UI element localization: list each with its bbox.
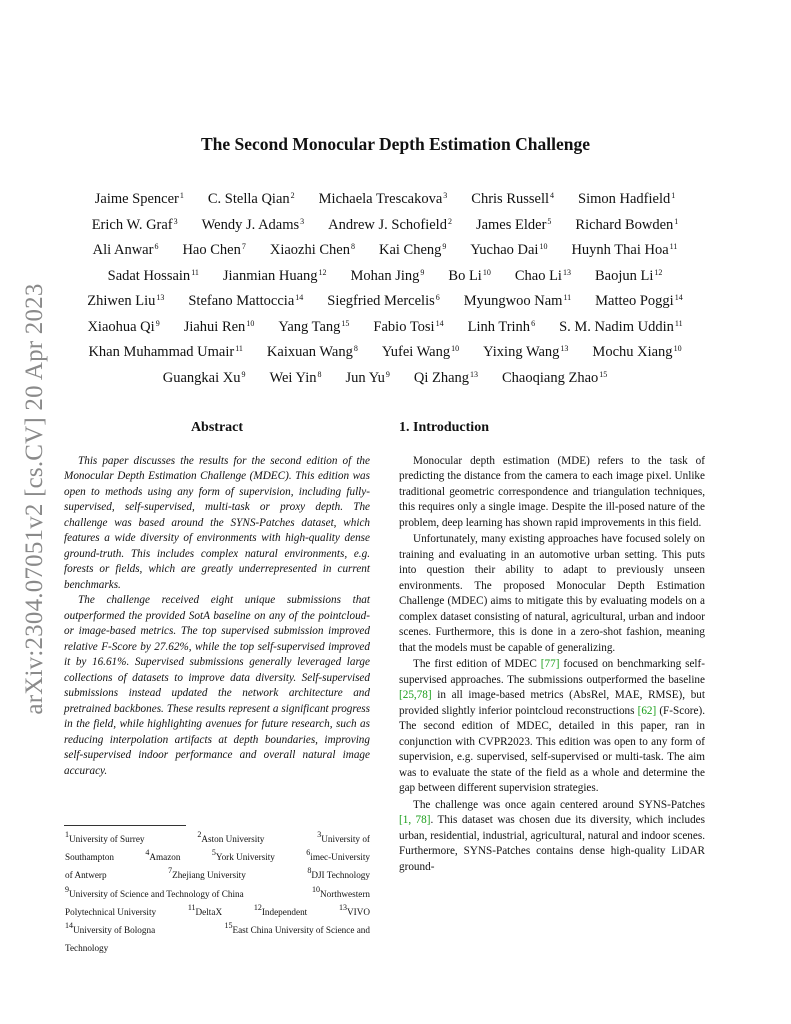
affiliation-name: Southampton — [65, 852, 115, 863]
author-name-text: Sadat Hossain — [107, 267, 191, 284]
author-name — [571, 234, 677, 260]
affiliation-marker: 11 — [191, 267, 199, 277]
author-name — [319, 183, 448, 209]
affiliation-entry — [64, 901, 156, 919]
affiliation-name: of Antwerp — [65, 870, 107, 881]
author-name-text: Erich W. Graf — [91, 216, 173, 233]
affiliation-name: Amazon — [149, 852, 181, 863]
citation-link[interactable]: [62] — [637, 704, 657, 717]
affiliation-entry — [64, 828, 145, 846]
affiliation-name: East China University of Science and — [232, 925, 370, 936]
author-name-text: Yixing Wang — [483, 344, 560, 360]
author-name — [476, 209, 551, 235]
affiliation-name: Northwestern — [319, 888, 370, 899]
affiliation-marker: 1 — [179, 191, 184, 200]
author-name-text: Mochu Xiang — [592, 344, 673, 360]
intro-paragraph-4 — [399, 798, 705, 876]
author-name — [414, 362, 478, 388]
author-name-text: Xiaohua Qi — [87, 318, 155, 335]
author-name-text: Wendy J. Adams — [201, 216, 300, 233]
text-span: The challenge was once again centered around SYNS-Patches — [413, 798, 705, 811]
author-name — [87, 311, 159, 337]
affiliation-marker: 14 — [674, 293, 683, 302]
affiliation-row — [64, 919, 370, 937]
intro-paragraph-2: Unfortunately, many existing approaches have focused solely on training and evaluating in an automotive urban setting. This puts into question their ability to adapt to previously unseen environments. The proposed Monocular Depth Estimation Challenge (MDEC) aims to mitigate this by evaluating models on a complex dataset consisting of natural, agricultural, urban and indoor scenes. Furthermore, this is done in a zero-shot fashion, meaning that the models must be capable of generalizing. — [399, 533, 705, 654]
author-row — [60, 362, 710, 388]
affiliation-entry — [223, 919, 370, 937]
affiliation-marker: 13 — [560, 344, 569, 353]
author-name-text: Siegfried Mercelis — [327, 293, 435, 309]
author-name-text: Fabio Tosi — [373, 318, 435, 335]
author-name — [184, 311, 255, 337]
affiliation-number: 14 — [65, 921, 73, 931]
affiliation-marker: 9 — [442, 242, 447, 251]
author-name-text: Jiahui Ren — [183, 318, 246, 335]
author-name — [327, 285, 440, 311]
author-name-text: Kai Cheng — [378, 242, 442, 258]
affiliation-number: 12 — [253, 902, 262, 912]
affiliation-marker: 3 — [173, 216, 178, 226]
author-name-text: Jun Yu — [345, 369, 385, 386]
affiliation-name: Aston University — [201, 834, 265, 844]
author-name — [468, 311, 535, 337]
affiliation-marker: 13 — [470, 369, 479, 379]
author-name — [595, 260, 662, 286]
intro-paragraph-3 — [399, 657, 705, 797]
affiliation-marker: 14 — [295, 293, 304, 302]
affiliation-marker: 6 — [435, 293, 440, 302]
author-name — [278, 311, 349, 337]
author-name — [223, 260, 327, 286]
affiliation-entry — [64, 937, 108, 955]
author-name — [202, 209, 305, 235]
author-name-text: Yang Tang — [278, 318, 341, 335]
author-name — [269, 362, 321, 388]
affiliation-entry — [64, 919, 155, 937]
author-name-text: Jianmian Huang — [222, 267, 318, 284]
affiliation-number: 6 — [306, 848, 311, 858]
author-name — [595, 285, 683, 311]
affiliation-marker: 9 — [155, 318, 160, 328]
author-name-text: Chaoqiang Zhao — [502, 369, 599, 386]
affiliation-entry — [64, 883, 244, 901]
author-list — [60, 183, 710, 387]
author-name — [93, 234, 159, 260]
affiliation-marker: 8 — [353, 344, 358, 353]
affiliation-marker: 15 — [341, 318, 350, 328]
affiliation-name: University of — [321, 834, 370, 844]
author-name — [373, 311, 443, 337]
author-name-text: Matteo Poggi — [595, 293, 674, 309]
author-name-text: Baojun Li — [594, 267, 654, 284]
author-name-text: Xiaozhi Chen — [269, 242, 350, 258]
affiliation-entry — [305, 846, 370, 864]
arxiv-stamp — [22, 270, 48, 728]
affiliation-name: Independent — [261, 906, 308, 917]
author-name — [448, 260, 490, 286]
author-name — [471, 183, 554, 209]
introduction-section — [399, 420, 705, 876]
author-name-text: C. Stella Qian — [207, 191, 290, 207]
author-name — [502, 362, 607, 388]
abstract-section — [64, 420, 370, 779]
abstract-paragraph-2: The challenge received eight unique submissions that outperformed the provided SotA baseline on any of the pointcloud- or image-based metrics. The top supervised submission improved relative F-Score by 27.62%, while the top self-supervised improved it by 16.61%. Supervised submissions generally leveraged large collections of datasets to improve data diversity. Self-supervised submissions instead updated the network architecture and pretrained backbones. These results represent a significant progress in the field, while highlighting avenues for future research, such as reducing interpolation artifacts at depth boundaries, improving self-supervised indoor performance and overall natural image accuracy. — [64, 594, 370, 777]
affiliation-marker: 9 — [241, 369, 246, 379]
author-name — [87, 285, 164, 311]
affiliation-number: 15 — [224, 921, 233, 931]
affiliation-name: Polytechnical University — [65, 906, 157, 917]
affiliation-name: Zhejiang University — [172, 870, 246, 881]
author-name — [92, 209, 178, 235]
affiliation-name: University of Science and Technology of China — [69, 888, 244, 899]
affiliation-number: 9 — [65, 884, 69, 894]
author-name — [464, 285, 571, 311]
affiliation-marker: 3 — [300, 216, 305, 226]
affiliation-marker: 11 — [669, 242, 678, 251]
author-name-text: Zhiwen Liu — [87, 293, 156, 309]
intro-paragraph-1: Monocular depth estimation (MDE) refers to the task of predicting the distance from the camera to each image pixel. Unlike traditional geometric correspondence and triangulation techniques, this requires only a single image. Despite the ill-posed nature of the problem, deep learning has shown rapid improvements in this field. — [399, 454, 705, 529]
affiliation-marker: 10 — [673, 344, 682, 353]
affiliation-marker: 4 — [550, 191, 555, 200]
author-row — [60, 209, 710, 235]
affiliation-marker: 15 — [599, 369, 608, 379]
author-name-text: Jaime Spencer — [94, 191, 179, 207]
author-name — [575, 209, 678, 235]
affiliation-number: 11 — [187, 902, 196, 912]
affiliation-number: 13 — [339, 902, 347, 912]
author-name — [188, 285, 303, 311]
affiliation-marker: 1 — [671, 191, 676, 200]
affiliation-marker: 11 — [674, 318, 683, 328]
affiliation-number: 1 — [65, 830, 69, 839]
author-name-text: Wei Yin — [269, 369, 317, 386]
citation-link[interactable]: [77] — [540, 658, 560, 670]
author-name — [483, 336, 568, 362]
author-name-text: Myungwoo Nam — [463, 293, 563, 309]
author-name-text: James Elder — [475, 216, 547, 233]
affiliation-marker: 7 — [241, 242, 246, 251]
affiliation-name: VIVO — [347, 906, 370, 917]
author-name — [270, 234, 355, 260]
affiliation-marker: 13 — [562, 267, 571, 277]
author-name — [351, 260, 425, 286]
author-name — [163, 362, 246, 388]
affiliation-marker: 5 — [547, 216, 552, 226]
affiliation-name: DeltaX — [195, 906, 223, 917]
affiliation-name: York University — [215, 852, 275, 863]
affiliation-name: Technology — [65, 943, 109, 954]
author-name-text: Simon Hadfield — [578, 191, 671, 207]
author-name-text: Chris Russell — [471, 191, 550, 207]
author-name-text: Ali Anwar — [92, 242, 154, 258]
affiliation-marker: 13 — [156, 293, 165, 302]
author-name-text: Yuchao Dai — [470, 242, 539, 258]
text-span: The first edition of MDEC — [413, 658, 541, 670]
text-span: focused on benchmarking self-supervised approaches. The submissions outperformed the baseline — [399, 658, 705, 686]
author-name — [470, 234, 547, 260]
affiliation-number: 4 — [145, 848, 150, 858]
affiliation-name: imec-University — [310, 852, 370, 863]
affiliation-entry — [211, 846, 275, 864]
affiliation-marker: 2 — [447, 216, 452, 226]
affiliation-entry — [196, 828, 264, 846]
affiliation-entry — [64, 864, 107, 882]
author-row — [60, 234, 710, 260]
affiliation-marker: 11 — [235, 344, 243, 353]
affiliation-number: 7 — [168, 866, 173, 876]
author-name-text: Hao Chen — [182, 242, 241, 258]
affiliation-marker: 6 — [531, 318, 536, 328]
author-name-text: S. M. Nadim Uddin — [559, 318, 674, 335]
affiliation-marker: 1 — [674, 216, 679, 226]
affiliation-name: University of Bologna — [73, 925, 156, 936]
abstract-heading: Abstract — [190, 420, 244, 435]
affiliation-marker: 2 — [290, 191, 295, 200]
author-name-text: Michaela Trescakova — [318, 191, 443, 207]
affiliation-marker: 3 — [443, 191, 448, 200]
affiliation-entry — [187, 901, 222, 919]
author-name — [267, 336, 358, 362]
author-name — [95, 183, 184, 209]
author-name-text: Andrew J. Schofield — [328, 216, 447, 233]
affiliation-number: 5 — [211, 848, 216, 858]
affiliation-marker: 11 — [563, 293, 572, 302]
author-name — [578, 183, 675, 209]
affiliation-row — [64, 883, 370, 901]
affiliation-entry — [253, 901, 307, 919]
affiliation-entry — [64, 846, 114, 864]
affiliation-row — [64, 828, 370, 846]
author-name-text: Yufei Wang — [381, 344, 451, 360]
author-name-text: Kaixuan Wang — [266, 344, 353, 360]
affiliation-marker: 8 — [317, 369, 322, 379]
author-name — [108, 260, 199, 286]
affiliation-marker: 6 — [154, 242, 159, 251]
author-name — [182, 234, 245, 260]
affiliation-marker: 8 — [350, 242, 355, 251]
author-name-text: Khan Muhammad Umair — [88, 344, 235, 360]
author-name-text: Qi Zhang — [413, 369, 470, 386]
paper-title: The Second Monocular Depth Estimation Challenge — [200, 134, 591, 154]
affiliation-row — [64, 901, 370, 919]
author-name-text: Richard Bowden — [575, 216, 674, 233]
author-name-text: Huynh Thai Hoa — [571, 242, 669, 258]
affiliation-entry — [338, 901, 370, 919]
author-name-text: Bo Li — [448, 267, 482, 284]
affiliation-marker: 9 — [420, 267, 425, 277]
affiliation-marker: 10 — [451, 344, 460, 353]
affiliation-marker: 10 — [246, 318, 255, 328]
affiliation-marker: 10 — [539, 242, 548, 251]
author-name — [379, 234, 446, 260]
text-span: (F-Score). The second edition of MDEC, detailed in this paper, ran in conjunction with CVPR2023. This edition was open to any form of supervision, e.g. supervised, self-supervised or multi-task. The aim was to evaluate the state of the field as a whole and determine the gap between different supervision strategies. — [399, 704, 706, 794]
affiliation-row — [64, 846, 370, 864]
affiliation-entry — [306, 864, 370, 882]
text-span: in all image-based metrics (AbsRel, MAE, RMSE), but provided slightly inferior pointcloud reconstructions — [399, 689, 705, 717]
author-row — [60, 260, 710, 286]
author-name-text: Guangkai Xu — [162, 369, 241, 386]
affiliation-marker: 10 — [482, 267, 491, 277]
author-row — [60, 311, 710, 337]
author-name — [515, 260, 571, 286]
affiliation-row — [64, 937, 370, 955]
author-row — [60, 336, 710, 362]
affiliation-marker: 9 — [385, 369, 390, 379]
author-name — [592, 336, 681, 362]
author-row — [60, 285, 710, 311]
author-name — [208, 183, 295, 209]
affiliation-number: 2 — [197, 830, 202, 839]
affiliation-number: 3 — [317, 830, 322, 839]
author-name — [88, 336, 242, 362]
author-name — [345, 362, 389, 388]
affiliation-name: DJI Technology — [311, 870, 370, 881]
affiliation-entry — [311, 883, 370, 901]
affiliation-entry — [144, 846, 180, 864]
author-name-text: Stefano Mattoccia — [188, 293, 295, 309]
citation-link[interactable]: [1, 78] — [399, 814, 431, 826]
affiliations-footnote — [64, 828, 370, 955]
affiliation-row — [64, 864, 370, 882]
affiliation-entry — [167, 864, 246, 882]
author-name-text: Mohan Jing — [350, 267, 420, 284]
affiliation-marker: 12 — [654, 267, 663, 277]
author-row — [60, 183, 710, 209]
footnote-rule — [64, 825, 186, 826]
affiliation-number: 8 — [307, 866, 312, 876]
author-name — [382, 336, 459, 362]
affiliation-name: University of Surrey — [69, 834, 145, 844]
abstract-paragraph-1: This paper discusses the results for the second edition of the Monocular Depth Estimation Challenge (MDEC). This edition was open to methods using any form of supervision, including fully-supervised, self-supervised, multi-task or proxy depth. The challenge was based around the SYNS-Patches dataset, which features a wide diversity of environments with high-quality dense ground-truth. This includes complex natural environments, e.g. forests or fields, which are greatly underrepresented in current benchmarks. — [64, 454, 370, 591]
affiliation-entry — [316, 828, 370, 846]
affiliation-number: 10 — [311, 884, 320, 894]
author-name — [559, 311, 683, 337]
author-name — [328, 209, 452, 235]
arxiv-id: arXiv:2304.07051v2 [cs.CV] 20 Apr 2023 — [21, 283, 48, 715]
citation-link[interactable]: [25,78] — [399, 689, 432, 701]
affiliation-marker: 14 — [435, 318, 444, 328]
introduction-heading: 1. Introduction — [399, 420, 489, 435]
author-name-text: Linh Trinh — [467, 318, 531, 335]
text-span: . This dataset was chosen due its diversity, which includes urban, residential, industrial, agricultural, natural and indoor scenes. Furthermore, SYNS-Patches contains dense high-quality LiDAR ground- — [399, 814, 705, 873]
affiliation-marker: 12 — [318, 267, 327, 277]
author-name-text: Chao Li — [514, 267, 562, 284]
